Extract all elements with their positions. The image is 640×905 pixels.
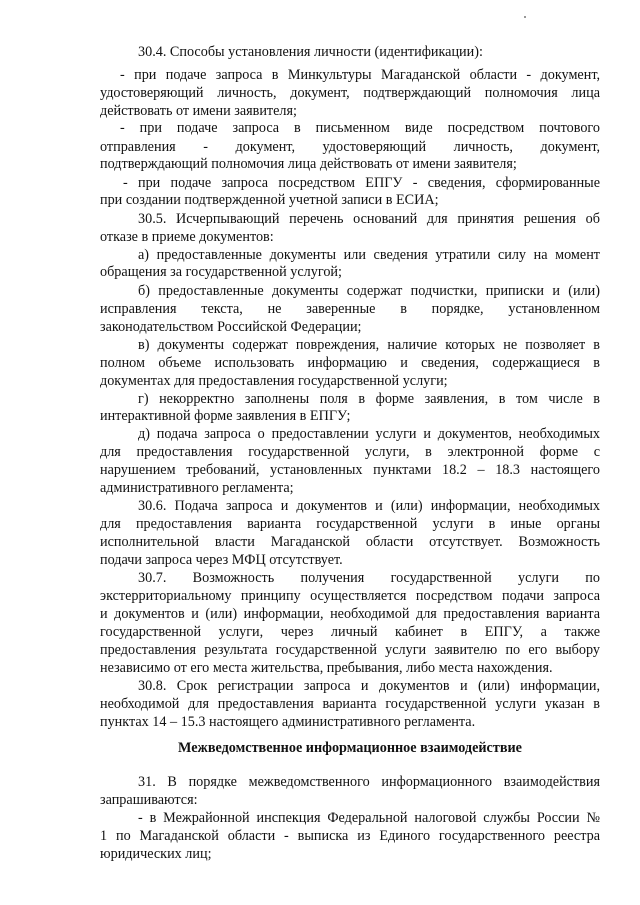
text-line: пунктах 14 – 15.3 настоящего административного регламента.	[100, 714, 476, 730]
text-line: удостоверяющий личность, документ, подтверждающий полномочия лица	[100, 85, 600, 101]
text-line: законодательством Российской Федерации;	[100, 319, 362, 335]
text-line: а) предоставленные документы или сведения утратили силу на момент	[138, 247, 600, 263]
text-line: б) предоставленные документы содержат подчистки, приписки и (или)	[138, 283, 600, 299]
text-line: 30.8. Срок регистрации запроса и документов и (или) информации,	[138, 678, 600, 694]
text-line: 30.4. Способы установления личности (идентификации):	[138, 44, 483, 60]
text-line: подтверждающий полномочия лица действовать от имени заявителя;	[100, 156, 517, 172]
text-line: при создании подтвержденной учетной записи в ЕСИА;	[100, 192, 439, 208]
text-line: предоставления результата государственной услуги заявителю по его выбору	[100, 642, 600, 658]
text-line: 30.5. Исчерпывающий перечень оснований для принятия решения об	[138, 211, 600, 227]
text-line: документах для предоставления государственной услуги;	[100, 373, 448, 389]
text-line: 31. В порядке межведомственного информационного взаимодействия	[138, 774, 600, 790]
text-line: запрашиваются:	[100, 792, 198, 808]
text-line: г) некорректно заполнены поля в форме заявления, в том числе в	[138, 391, 600, 407]
text-line: отказе в приеме документов:	[100, 229, 274, 245]
text-line: необходимой для предоставления варианта государственной услуги указан в	[100, 696, 600, 712]
text-line: для предоставления варианта государственной услуги в иные органы	[100, 516, 600, 532]
text-line: административного регламента;	[100, 480, 294, 496]
text-line: обращения за государственной услугой;	[100, 264, 342, 280]
text-line: подачи запроса через МФЦ отсутствует.	[100, 552, 343, 568]
scan-speck	[524, 16, 526, 18]
section-heading: Межведомственное информационное взаимодействие	[178, 740, 522, 756]
text-line: - при подаче запроса в Минкультуры Магаданской области - документ,	[120, 67, 600, 83]
text-line: и документов и (или) информации, необходимой для предоставления варианта	[100, 606, 600, 622]
text-line: исполнительной власти Магаданской области отсутствует. Возможность	[100, 534, 600, 550]
text-line: юридических лиц;	[100, 846, 212, 862]
text-line: исправления текста, не заверенные в порядке, установленном	[100, 301, 600, 317]
text-line: - при подаче запроса посредством ЕПГУ - сведения, сформированные	[123, 175, 600, 191]
text-line: 30.6. Подача запроса и документов и (или) информации, необходимых	[138, 498, 600, 514]
text-line: действовать от имени заявителя;	[100, 103, 297, 119]
text-line: 1 по Магаданской области - выписка из Единого государственного реестра	[100, 828, 600, 844]
text-line: д) подача запроса о предоставлении услуги и документов, необходимых	[138, 426, 600, 442]
text-line: государственной услуги, через личный кабинет в ЕПГУ, а также	[100, 624, 600, 640]
text-line: полном объеме использовать информацию и сведения, содержащиеся в	[100, 355, 600, 371]
text-line: нарушением требований, установленных пунктами 18.2 – 18.3 настоящего	[100, 462, 600, 478]
text-line: экстерриториальному принципу осуществляется посредством подачи запроса	[100, 588, 600, 604]
text-line: 30.7. Возможность получения государственной услуги по	[138, 570, 600, 586]
text-line: интерактивной форме заявления в ЕПГУ;	[100, 408, 351, 424]
text-line: отправления - документ, удостоверяющий личность, документ,	[100, 139, 600, 155]
text-line: - при подаче запроса в письменном виде посредством почтового	[120, 120, 600, 136]
text-line: для предоставления государственной услуги, в электронной форме с	[100, 444, 600, 460]
text-line: в) документы содержат повреждения, наличие которых не позволяет в	[138, 337, 600, 353]
text-line: независимо от его места жительства, пребывания, либо места нахождения.	[100, 660, 553, 676]
text-line: - в Межрайонной инспекция Федеральной налоговой службы России №	[138, 810, 600, 826]
